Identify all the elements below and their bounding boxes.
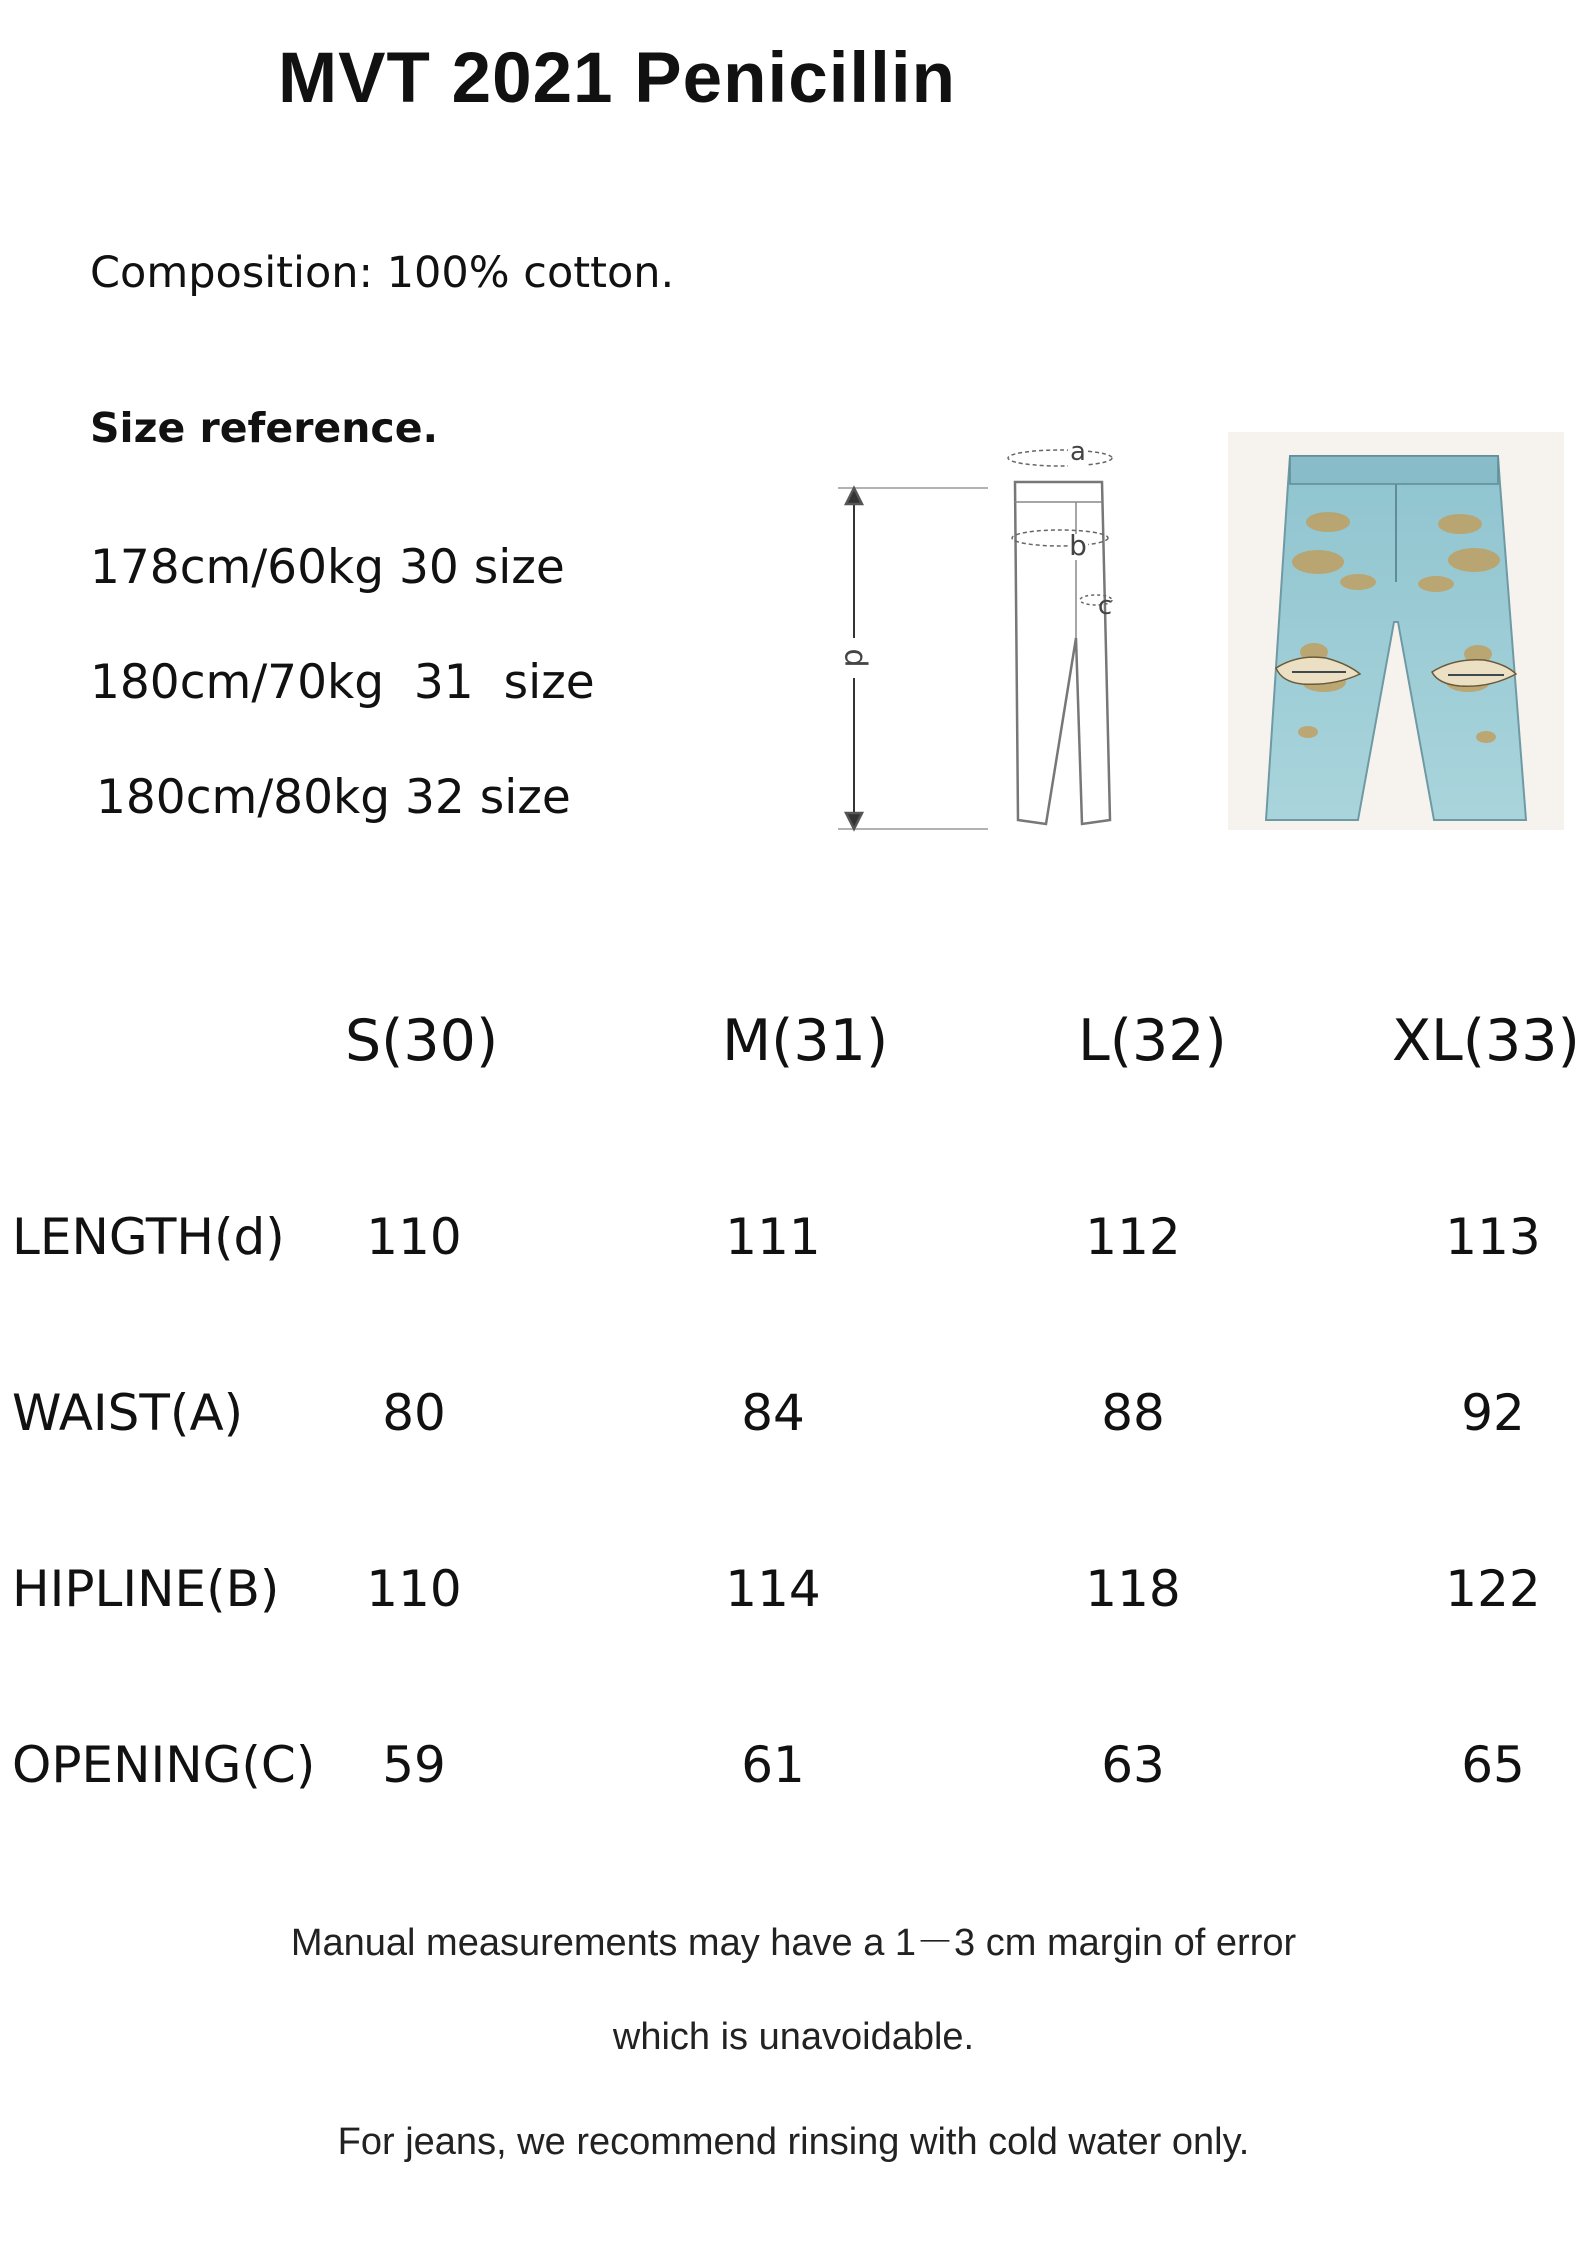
table-cell: 113 [1445, 1208, 1541, 1266]
table-cell: 80 [382, 1384, 446, 1442]
size-reference-line-1: 178cm/60kg 30 size [90, 540, 565, 595]
size-reference-line-2: 180cm/70kg 31 size [90, 655, 595, 710]
table-cell: 63 [1101, 1736, 1165, 1794]
table-cell: 92 [1461, 1384, 1525, 1442]
column-header-l: L(32) [1078, 1008, 1227, 1074]
size-reference-heading: Size reference. [90, 404, 439, 452]
table-cell: 110 [366, 1208, 462, 1266]
table-cell: 118 [1085, 1560, 1181, 1618]
diagram-label-b: b [1069, 529, 1087, 562]
size-reference-line-3: 180cm/80kg 32 size [96, 770, 571, 825]
table-cell: 59 [382, 1736, 446, 1794]
table-cell: 114 [725, 1560, 821, 1618]
table-cell: 84 [741, 1384, 805, 1442]
table-cell: 112 [1085, 1208, 1181, 1266]
composition-text: Composition: 100% cotton. [90, 248, 675, 298]
table-cell: 122 [1445, 1560, 1541, 1618]
row-label-opening: OPENING(C) [12, 1736, 316, 1794]
column-header-xl: XL(33) [1392, 1008, 1580, 1074]
distressed-jeans-photo-icon [1228, 432, 1564, 830]
page-title: MVT 2021 Penicillin [278, 39, 956, 118]
jeans-measurement-diagram-icon [820, 420, 1180, 840]
table-cell: 110 [366, 1560, 462, 1618]
diagram-label-a: a [1070, 437, 1086, 467]
row-label-length: LENGTH(d) [12, 1208, 285, 1266]
table-cell: 61 [741, 1736, 805, 1794]
table-cell: 111 [725, 1208, 821, 1266]
column-header-s: S(30) [345, 1008, 499, 1074]
diagram-label-d: d [837, 648, 873, 668]
note-unavoidable: which is unavoidable. [612, 2016, 975, 2058]
note-care-instructions: For jeans, we recommend rinsing with cold water only. [337, 2121, 1250, 2163]
table-cell: 88 [1101, 1384, 1165, 1442]
column-header-m: M(31) [722, 1008, 889, 1074]
diagram-label-c: c [1097, 591, 1113, 621]
row-label-waist: WAIST(A) [12, 1384, 244, 1442]
note-margin-of-error: Manual measurements may have a 1－3 cm margin of error [290, 1922, 1297, 1964]
row-label-hipline: HIPLINE(B) [12, 1560, 280, 1618]
table-cell: 65 [1461, 1736, 1525, 1794]
